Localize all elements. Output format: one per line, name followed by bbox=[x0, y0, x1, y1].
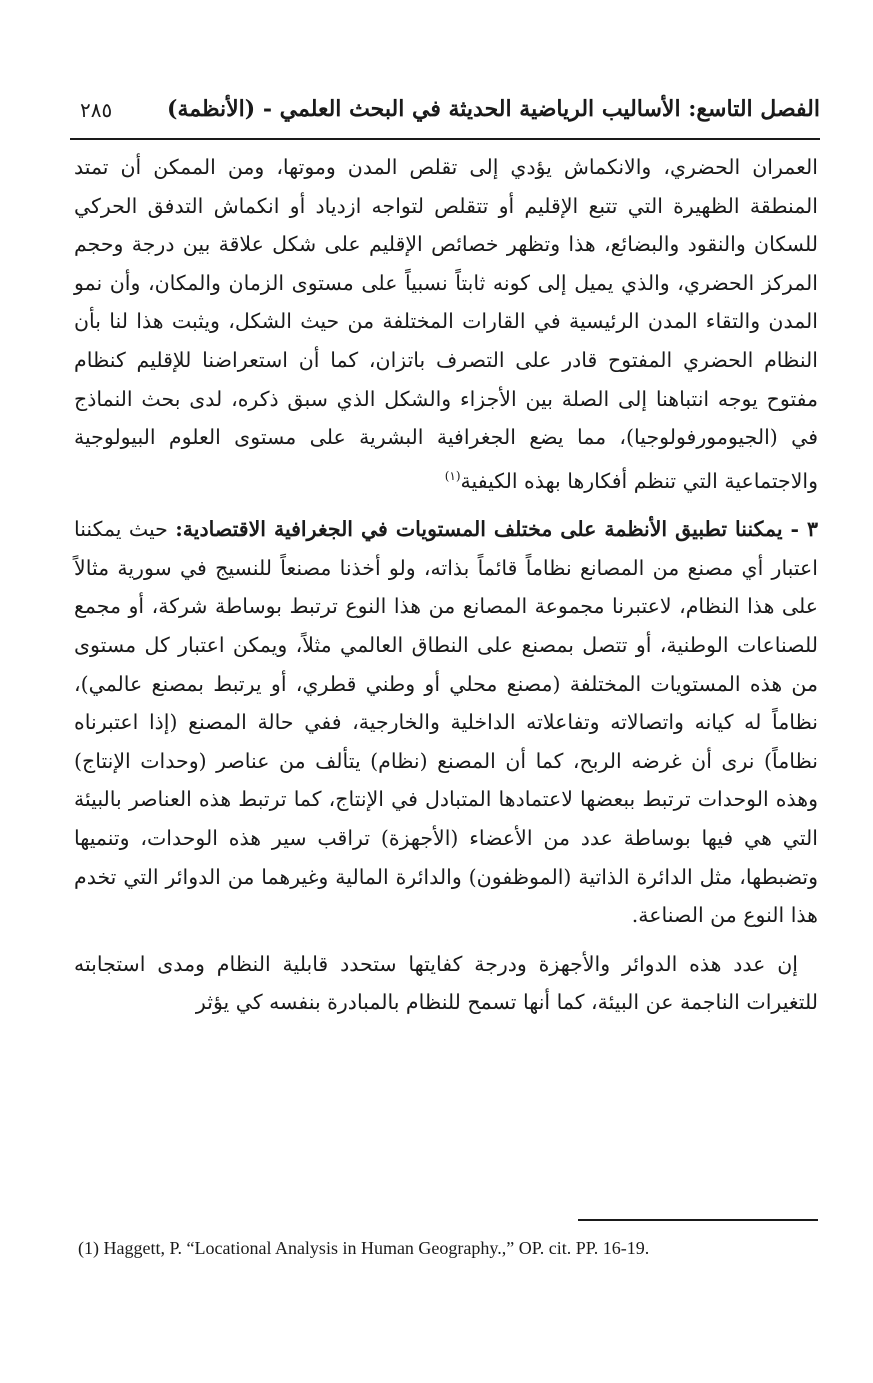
header-rule bbox=[70, 138, 820, 140]
footnote-rule bbox=[578, 1219, 818, 1221]
footnote-reference: (١) bbox=[444, 468, 461, 483]
paragraph-2 bbox=[74, 510, 818, 935]
paragraph-3 bbox=[74, 945, 818, 1022]
page-number: ٢٨٥ bbox=[80, 98, 113, 122]
body-text bbox=[74, 148, 818, 1022]
paragraph-3-text: إن عدد هذه الدوائر والأجهزة ودرجة كفايتها ستحدد قابلية النظام ومدى استجابته للتغيرات الناجمة عن البيئة، كما أنها تسمح للنظام بالمبادرة بنفسه كي يؤثر bbox=[74, 951, 818, 1015]
footnote: (1) Haggett, P. “Locational Analysis in Human Geography.,” OP. cit. PP. 16-19. bbox=[78, 1238, 650, 1258]
running-header bbox=[70, 96, 820, 136]
paragraph-1-text: العمران الحضري، والانكماش يؤدي إلى تقلص المدن وموتها، ومن الممكن أن تمتد المنطقة الظهيرة التي تتبع الإقليم أو تتقلص لتواجه ازدياد أو انكماش التدفق الحركي للسكان والنقود والبضائع، هذا وتظهر خصائص الإقليم على شكل علاقة بين درجة وحجم المركز الحضري، والذي يميل إلى كونه ثابتاً نسبياً على مستوى الزمان والمكان، وأن نمو المدن والتقاء المدن الرئيسية في القارات المختلفة من حيث الشكل، ويثبت هذا لنا بأن النظام الحضري المفتوح قادر على التصرف باتزان، كما أن استعراضنا للإقليم كنظام مفتوح يوجه انتباهنا إلى الصلة بين الأجزاء والشكل الذي سبق ذكره، لدى بحث النماذج في (الجيومورفولوجيا)، مما يضع الجغرافية البشرية على مستوى العلوم البيولوجية والاجتماعية التي تنظم أفكارها بهذه الكيفية bbox=[74, 155, 818, 493]
paragraph-2-heading: ٣ - يمكننا تطبيق الأنظمة على مختلف المستويات في الجغرافية الاقتصادية: bbox=[175, 517, 818, 542]
paragraph-2-text: حيث يمكننا اعتبار أي مصنع من المصانع نظاماً قائماً بذاته، ولو أخذنا مصنعاً للنسيج في سورية مثالاً على هذا النظام، لاعتبرنا مجموعة المصانع من هذا النوع ترتبط بوساطة شركة، أو مجمع للصناعات الوطنية، أو تتصل بمصنع على النطاق العالمي مثلاً، ويمكن اعتبار كل مستوى من هذه المستويات المختلفة (مصنع محلي أو وطني قطري، أو يرتبط بمصنع عالمي)، نظاماً له كيانه واتصالاته وتفاعلاته الداخلية والخارجية، ففي حالة المصنع (إذا اعتبرناه نظاماً) نرى أن غرضه الربح، كما أن المصنع (نظام) يتألف من عناصر (وحدات الإنتاج) وهذه الوحدات ترتبط ببعضها لاعتمادها المتبادل في الإنتاج، كما ترتبط هذه العناصر بالبيئة التي هي فيها بوساطة عدد من الأعضاء (الأجهزة) تراقب سير هذه الوحدات، وتنميها وتضبطها، مثل الدائرة الذاتية (الموظفون) والدائرة المالية وغيرهما من الدوائر التي تخدم هذا النوع من الصناعة. bbox=[74, 517, 818, 928]
chapter-title: الفصل التاسع: الأساليب الرياضية الحديثة في البحث العلمي - (الأنظمة) bbox=[167, 96, 820, 122]
paragraph-1 bbox=[74, 148, 818, 500]
